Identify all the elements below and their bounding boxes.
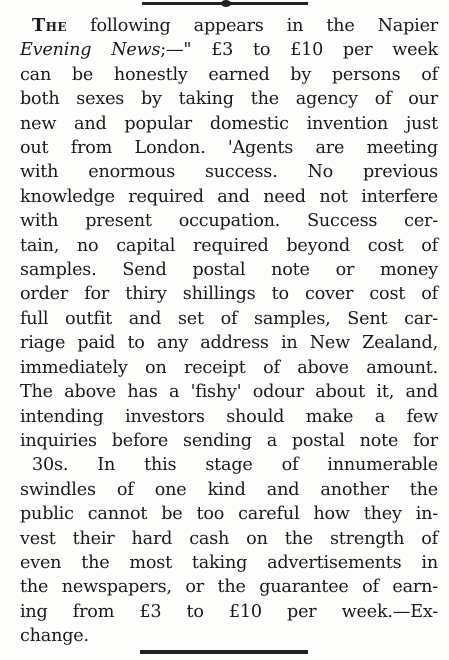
article-line: samples. Send postal note or money	[20, 260, 438, 281]
article-line: even the most taking advertisements in	[20, 552, 438, 573]
article-line: ing from £3 to £10 per week.—Ex-	[20, 601, 438, 622]
article-line: order for thiry shillings to cover cost of	[20, 284, 438, 305]
article-line: new and popular domestic invention just	[20, 113, 438, 134]
top-ornament	[221, 0, 231, 7]
article-line: The above has a 'fishy' odour about it, and	[20, 382, 438, 403]
article-line: inquiries before sending a postal note for	[20, 430, 438, 451]
article-line: the newspapers, or the guarantee of earn-	[20, 577, 438, 598]
newspaper-name: Evening News	[20, 40, 161, 61]
article-line: full outfit and set of samples, Sent car-	[20, 308, 438, 329]
article-line: change.	[20, 626, 89, 647]
bottom-rule	[140, 650, 308, 654]
lead-word: The	[32, 15, 68, 36]
article-line: tain, no capital required beyond cost of	[20, 235, 438, 256]
article-line: 30s. In this stage of innumerable	[32, 455, 438, 476]
article-line: can be honestly earned by persons of	[20, 64, 438, 85]
article-line: intending investors should make a few	[20, 406, 438, 427]
article-line: immediately on receipt of above amount.	[20, 357, 438, 378]
article-line: out from London. 'Agents are meeting	[20, 138, 438, 159]
article-line: with enormous success. No previous	[20, 162, 438, 183]
article-line: riage paid to any address in New Zealand,	[20, 333, 438, 354]
article-line: with present occupation. Success cer-	[20, 211, 438, 232]
article-line: The following appears in the Napier	[32, 15, 438, 36]
article-body	[20, 14, 438, 649]
article-line: knowledge required and need not interfere	[20, 186, 438, 207]
article-line: Evening News;—" £3 to £10 per week	[20, 40, 438, 61]
article-line: both sexes by taking the agency of our	[20, 89, 438, 110]
article-line: swindles of one kind and another the	[20, 479, 438, 500]
article-line: vest their hard cash on the strength of	[20, 528, 438, 549]
article-line: public cannot be too careful how they in-	[20, 504, 438, 525]
